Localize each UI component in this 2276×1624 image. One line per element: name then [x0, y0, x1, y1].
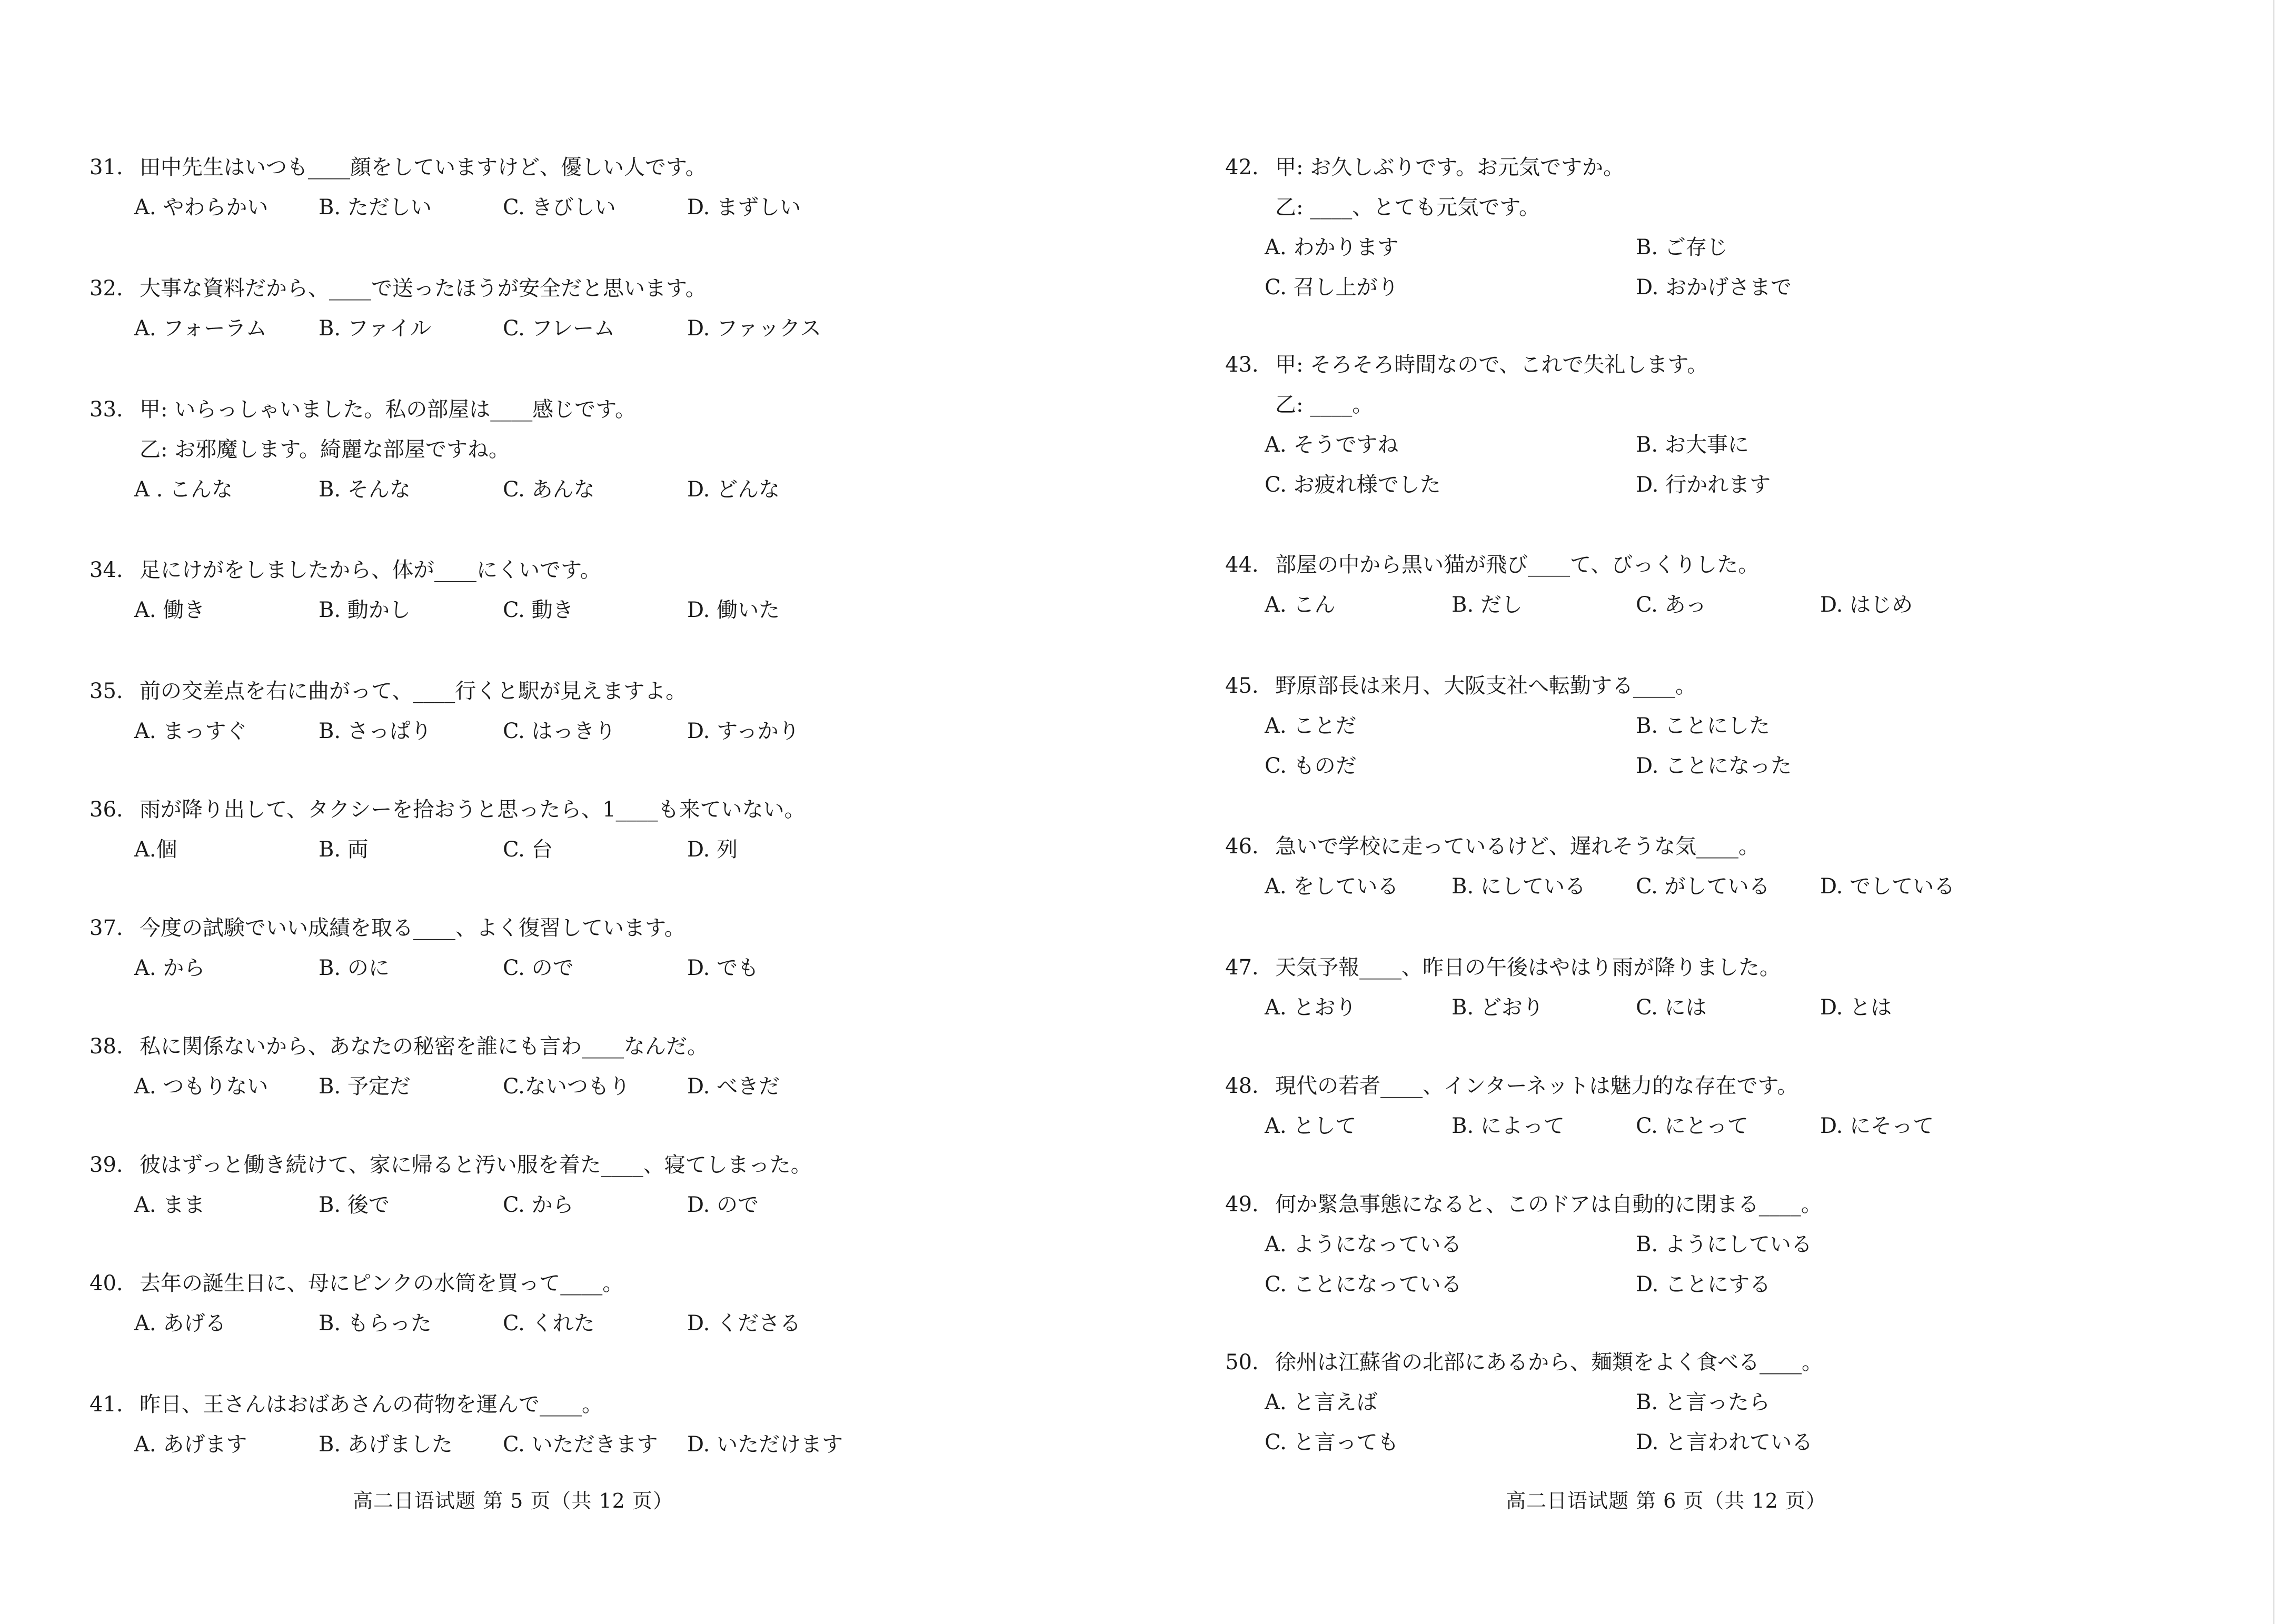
question-number: 45.	[1225, 674, 1259, 698]
question-text: 甲: そろそろ時間なので、これで失礼します。	[1275, 353, 1708, 377]
answer-option[interactable]: B. もらった	[319, 1311, 432, 1336]
answer-option[interactable]: A. まま	[134, 1193, 205, 1217]
page-footer: 高二日语试题 第 6 页（共 12 页）	[1506, 1489, 1826, 1512]
answer-option[interactable]: A.個	[134, 838, 177, 862]
question-text: 田中先生はいつも____顔をしていますけど、優しい人です。	[140, 155, 707, 180]
question-number: 37.	[90, 916, 123, 940]
question-text: 足にけがをしましたから、体が____にくいです。	[140, 558, 601, 582]
answer-option[interactable]: B. あげました	[319, 1432, 453, 1457]
answer-option[interactable]: D. おかげさまで	[1636, 275, 1792, 300]
answer-option[interactable]: D. でも	[687, 956, 759, 980]
question-text: 前の交差点を右に曲がって、____行くと駅が見えますよ。	[140, 679, 687, 703]
answer-option[interactable]: B. そんな	[319, 477, 411, 502]
answer-option[interactable]: C. ので	[503, 956, 574, 980]
answer-option[interactable]: C. いただきます	[503, 1432, 658, 1457]
answer-option[interactable]: C. お疲れ様でした	[1265, 473, 1441, 497]
page-edge	[2273, 0, 2274, 1624]
answer-option[interactable]: B. ことにした	[1636, 714, 1770, 738]
answer-option[interactable]: C. くれた	[503, 1311, 595, 1336]
answer-option[interactable]: C. あんな	[503, 477, 595, 502]
question-number: 48.	[1225, 1074, 1259, 1098]
answer-option[interactable]: B. 両	[319, 838, 369, 862]
answer-option[interactable]: B. ファイル	[319, 316, 432, 341]
answer-option[interactable]: A. まっすぐ	[134, 719, 247, 743]
answer-option[interactable]: A. ようになっている	[1265, 1232, 1462, 1257]
question-number: 43.	[1225, 353, 1259, 377]
answer-option[interactable]: A. をしている	[1265, 874, 1399, 899]
answer-option[interactable]: A. と言えば	[1265, 1390, 1378, 1414]
question-number: 50.	[1225, 1350, 1259, 1374]
question-text: 甲: お久しぶりです。お元気ですか。	[1275, 155, 1624, 180]
question-text: 彼はずっと働き続けて、家に帰ると汚い服を着た____、寝てしまった。	[140, 1153, 812, 1177]
answer-option[interactable]: D. にそって	[1820, 1114, 1934, 1138]
answer-option[interactable]: B. ようにしている	[1636, 1232, 1812, 1257]
answer-option[interactable]: C. きびしい	[503, 195, 616, 220]
question-number: 46.	[1225, 834, 1259, 859]
answer-option[interactable]: B. どおり	[1452, 995, 1544, 1020]
answer-option[interactable]: C. にとって	[1636, 1114, 1748, 1138]
answer-option[interactable]: D. ので	[687, 1193, 759, 1217]
answer-option[interactable]: B. のに	[319, 956, 390, 980]
answer-option[interactable]: D. とは	[1820, 995, 1892, 1020]
answer-option[interactable]: C. がしている	[1636, 874, 1770, 899]
answer-option[interactable]: A. つもりない	[134, 1074, 269, 1099]
question-text: 去年の誕生日に、母にピンクの水筒を買って____。	[140, 1271, 624, 1296]
question-text: 私に関係ないから、あなたの秘密を誰にも言わ____なんだ。	[140, 1034, 708, 1059]
answer-option[interactable]: D. まずしい	[687, 195, 801, 220]
question-number: 47.	[1225, 955, 1259, 980]
answer-option[interactable]: B. によって	[1452, 1114, 1565, 1138]
question-text: 何か緊急事態になると、このドアは自動的に閉まる____。	[1275, 1192, 1822, 1217]
answer-option[interactable]: C. ものだ	[1265, 754, 1357, 778]
answer-option[interactable]: A. あげる	[134, 1311, 226, 1336]
answer-option[interactable]: A. 働き	[134, 598, 205, 622]
question-text: 部屋の中から黒い猫が飛び____て、びっくりした。	[1275, 553, 1760, 577]
answer-option[interactable]: A. わかります	[1265, 235, 1399, 260]
answer-option[interactable]: A. として	[1265, 1114, 1357, 1138]
answer-option[interactable]: C. 台	[503, 838, 553, 862]
answer-option[interactable]: D. べきだ	[687, 1074, 780, 1099]
exam-page-6	[1158, 0, 2264, 1624]
answer-option[interactable]: D. くださる	[687, 1311, 801, 1336]
question-number: 49.	[1225, 1192, 1259, 1217]
answer-option[interactable]: C. と言っても	[1265, 1430, 1399, 1454]
answer-option[interactable]: C. ことになっている	[1265, 1272, 1462, 1297]
answer-option[interactable]: B. と言ったら	[1636, 1390, 1770, 1414]
answer-option[interactable]: A. こん	[1265, 593, 1336, 617]
page-footer: 高二日语试题 第 5 页（共 12 页）	[353, 1489, 673, 1512]
answer-option[interactable]: C. フレーム	[503, 316, 615, 341]
question-number: 31.	[90, 155, 123, 180]
question-number: 42.	[1225, 155, 1259, 180]
question-number: 38.	[90, 1034, 123, 1059]
answer-option[interactable]: D. ことにする	[1636, 1272, 1771, 1297]
question-text: 雨が降り出して、タクシーを拾おうと思ったら、1____も来ていない。	[140, 798, 806, 822]
answer-option[interactable]: A. とおり	[1265, 995, 1357, 1020]
question-text: 大事な資料だから、____で送ったほうが安全だと思います。	[140, 276, 707, 301]
answer-option[interactable]: C. には	[1636, 995, 1707, 1020]
answer-option[interactable]: B. お大事に	[1636, 433, 1749, 457]
answer-option[interactable]: A . こんな	[134, 477, 233, 502]
question-text: 今度の試験でいい成績を取る____、よく復習しています。	[140, 916, 685, 940]
answer-option[interactable]: C. から	[503, 1193, 574, 1217]
answer-option[interactable]: A. やわらかい	[134, 195, 269, 220]
fold-mark	[1115, 484, 1118, 505]
answer-option[interactable]: D. 列	[687, 838, 738, 862]
answer-option[interactable]: B. 予定だ	[319, 1074, 411, 1099]
question-text: 現代の若者____、インターネットは魅力的な存在です。	[1275, 1074, 1798, 1098]
question-number: 40.	[90, 1271, 123, 1296]
answer-option[interactable]: C. あっ	[1636, 593, 1707, 617]
answer-option[interactable]: D. と言われている	[1636, 1430, 1813, 1454]
question-number: 36.	[90, 798, 123, 822]
answer-option[interactable]: D. でしている	[1820, 874, 1955, 899]
answer-option[interactable]: A. そうですね	[1265, 433, 1399, 457]
answer-option[interactable]: B. にしている	[1452, 874, 1586, 899]
answer-option[interactable]: D. すっかり	[687, 719, 800, 743]
question-text: 乙: ____、とても元気です。	[1275, 195, 1540, 220]
answer-option[interactable]: D. 働いた	[687, 598, 780, 622]
answer-option[interactable]: D. いただけます	[687, 1432, 843, 1457]
answer-option[interactable]: D. 行かれます	[1636, 473, 1771, 497]
question-text: 野原部長は来月、大阪支社へ転勤する____。	[1275, 674, 1696, 698]
answer-option[interactable]: A. ことだ	[1265, 714, 1357, 738]
answer-option[interactable]: A. フォーラム	[134, 316, 267, 341]
question-number: 33.	[90, 397, 123, 422]
question-number: 32.	[90, 276, 123, 301]
answer-option[interactable]: C. 召し上がり	[1265, 275, 1399, 300]
question-number: 41.	[90, 1392, 123, 1417]
question-number: 34.	[90, 558, 123, 582]
question-text: 徐州は江蘇省の北部にあるから、麺類をよく食べる____。	[1275, 1350, 1823, 1374]
question-number: 35.	[90, 679, 123, 703]
question-text: 乙: お邪魔します。綺麗な部屋ですね。	[140, 437, 510, 462]
question-text: 甲: いらっしゃいました。私の部屋は____感じです。	[140, 397, 636, 422]
answer-option[interactable]: A. あげます	[134, 1432, 247, 1457]
answer-option[interactable]: A. から	[134, 956, 205, 980]
answer-option[interactable]: C. 動き	[503, 598, 574, 622]
answer-option[interactable]: D. はじめ	[1820, 593, 1913, 617]
answer-option[interactable]: B. さっぱり	[319, 719, 432, 743]
question-text: 天気予報____、昨日の午後はやはり雨が降りました。	[1275, 955, 1781, 980]
answer-option[interactable]: B. 動かし	[319, 598, 411, 622]
question-text: 急いで学校に走っているけど、遅れそうな気____。	[1275, 834, 1760, 859]
answer-option[interactable]: C.ないつもり	[503, 1074, 630, 1099]
answer-option[interactable]: D. ことになった	[1636, 754, 1792, 778]
answer-option[interactable]: D. ファックス	[687, 316, 821, 341]
question-text: 昨日、王さんはおばあさんの荷物を運んで____。	[140, 1392, 603, 1417]
answer-option[interactable]: B. ご存じ	[1636, 235, 1728, 260]
question-number: 39.	[90, 1153, 123, 1177]
answer-option[interactable]: B. だし	[1452, 593, 1523, 617]
question-number: 44.	[1225, 553, 1259, 577]
answer-option[interactable]: B. 後で	[319, 1193, 390, 1217]
answer-option[interactable]: D. どんな	[687, 477, 780, 502]
answer-option[interactable]: B. ただしい	[319, 195, 432, 220]
answer-option[interactable]: C. はっきり	[503, 719, 616, 743]
exam-page-5	[0, 0, 1106, 1624]
question-text: 乙: ____。	[1275, 393, 1374, 417]
